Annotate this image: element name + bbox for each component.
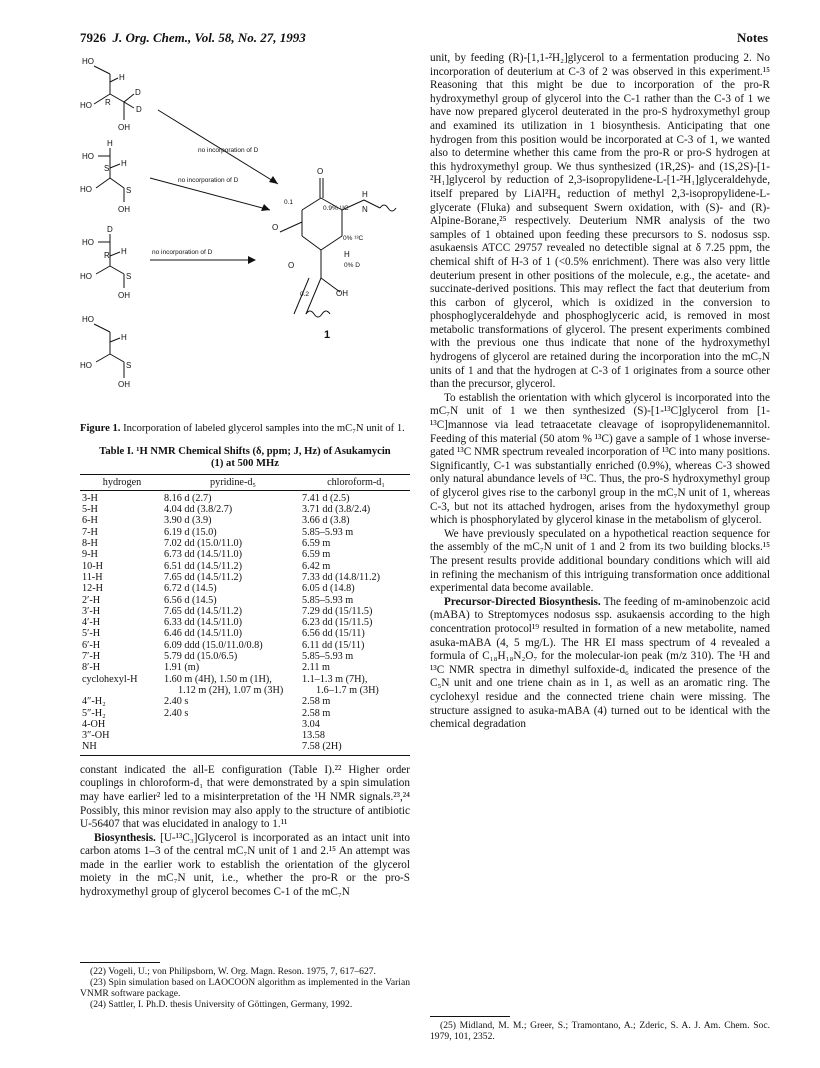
product-label-val-02: 0.2 bbox=[300, 291, 310, 298]
arrow-label-2: no incorporation of D bbox=[178, 177, 239, 184]
glycerol-structure-2 bbox=[96, 148, 124, 202]
cell-hydrogen: 3″-OH bbox=[82, 730, 110, 742]
cell-chloroform: 2.58 m bbox=[302, 696, 331, 708]
fig-label-s-4: S bbox=[126, 361, 132, 370]
cell-pyridine bbox=[164, 741, 302, 755]
table-header-row bbox=[80, 474, 410, 490]
fig-label-ho-4b: HO bbox=[80, 361, 92, 370]
product-label-o-epoxide: O bbox=[288, 261, 295, 270]
right-paragraph-2: To establish the orientation with which glycerol is incorporated into the mC₇N unit of 1 we then synthesized (S)-[1-¹³C]glycerol from [1-¹³C]mannose via lead tetraacetate cleavage of isopropylidenemannitol. Feeding of this material (50 atom % ¹³C) gave a sample of 1 whose inverse-gated ¹³C NMR spectrum revealed incorporation of ¹³C into many positions. Significantly, C-1 was substantially enriched (0.9%), whereas C-3 showed only natural abundance levels of ¹³C. Thus, the pro-S hydroxymethyl group of glycerol gives rise to the carbonyl group in the mC₇N unit of 1, whereas C-3, but not its attached hydrogen, arises from the hydoxymethyl group which is phosphorylated by glycerol kinase in the metabolism of glycerol. bbox=[430, 391, 770, 527]
precursor-heading: Precursor-Directed Biosynthesis. bbox=[444, 595, 601, 608]
product-label-o-left: O bbox=[272, 223, 279, 232]
figure-1 bbox=[80, 52, 410, 417]
left-paragraph-1: constant indicated the all-E configuration (Table I).²² Higher order couplings in chloroform-d₁ that were demonstrated by a spin simulation may have earlier² led to a misinterpretation of the ¹H NMR signals.²³,²⁴ Possibly, this minor revision may also apply to the structure of antibiotic U-56407 that was elucidated in analogy to 1.¹¹ bbox=[80, 763, 410, 831]
product-label-h-3: H bbox=[344, 250, 350, 259]
table-row bbox=[80, 640, 410, 651]
figure-1-scheme bbox=[80, 52, 410, 417]
cell-chloroform: 1.1–1.3 m (7H), bbox=[302, 673, 368, 685]
cell-chloroform: 13.58 bbox=[302, 730, 325, 742]
product-label-o-top: O bbox=[317, 167, 324, 176]
footnote-22: (22) Vogeli, U.; von Philipsborn, W. Org. Magn. Reson. 1975, 7, 617–627. bbox=[90, 966, 376, 977]
product-label-val-01: 0.1 bbox=[284, 199, 294, 206]
cell-hydrogen: 4-OH bbox=[82, 718, 106, 730]
cell-pyridine: 7.65 dd (14.5/11.2) bbox=[164, 605, 243, 617]
cell-chloroform: 6.42 m bbox=[302, 560, 331, 572]
cell-pyridine: 6.56 d (14.5) bbox=[164, 594, 217, 606]
cell-pyridine: 6.33 dd (14.5/11.0) bbox=[164, 617, 243, 629]
table-row bbox=[80, 606, 410, 617]
cell-hydrogen: 6′-H bbox=[82, 639, 101, 651]
cell-hydrogen: 7-H bbox=[82, 526, 98, 538]
cell-chloroform: 3.04 bbox=[302, 718, 320, 730]
cell-hydrogen: 3-H bbox=[82, 492, 98, 504]
fig-label-ho-2b: HO bbox=[80, 185, 92, 194]
running-header bbox=[80, 30, 768, 48]
cell-pyridine: 1.60 m (4H), 1.50 m (1H), bbox=[164, 673, 272, 685]
table-row bbox=[80, 741, 410, 755]
section-label: Notes bbox=[736, 30, 768, 45]
cell-chloroform: 6.05 d (14.8) bbox=[302, 583, 355, 595]
cell-chloroform: 3.66 d (3.8) bbox=[302, 515, 350, 527]
table-header-chloroform: chloroform-d₁ bbox=[302, 474, 410, 490]
fig-label-h-1: H bbox=[119, 73, 125, 82]
figure-1-caption-label: Figure 1. bbox=[80, 423, 121, 434]
cell-chloroform: 6.59 m bbox=[302, 538, 331, 550]
cell-chloroform: 6.23 dd (15/11.5) bbox=[302, 617, 373, 629]
table-row bbox=[80, 651, 410, 662]
table-row bbox=[80, 527, 410, 538]
cell-chloroform: 5.85–5.93 m bbox=[302, 526, 354, 538]
fig-label-r-1: R bbox=[105, 98, 111, 107]
table-row bbox=[80, 583, 410, 594]
cell-pyridine: 6.73 dd (14.5/11.0) bbox=[164, 549, 243, 561]
cell-hydrogen: 4″-H₂ bbox=[82, 696, 106, 708]
cell-chloroform: 5.85–5.93 m bbox=[302, 651, 354, 663]
right-paragraph-4-body: The feeding of m-aminobenzoic acid (mABA) to Streptomyces nodosus ssp. asukaensis according to the high concentration protocol¹⁹ resulted in formation of a new metabolite, named asuka-mABA (4, 5 mg/L). The HR EI mass spectrum of 4 revealed a formula of C₁₈H₁₈N₂O₇ for the molecular-ion peak (m/z 310). The ¹H and ¹³C NMR spectra in dimethyl sulfoxide-d₆ indicated the presence of the C₅N unit and one triene chain as in 1, as well as an aromatic ring. The cyclohexyl residue and the connected triene chain were missing. The structure assigned to asuka-mABA (4) turned out to be identical with the chemical degradation bbox=[430, 595, 770, 731]
table-row bbox=[80, 549, 410, 560]
table-row bbox=[80, 515, 410, 526]
left-paragraph-2 bbox=[80, 832, 410, 900]
cell-hydrogen: 8-H bbox=[82, 538, 98, 550]
fig-label-ho-2: HO bbox=[82, 152, 94, 161]
left-column bbox=[80, 52, 410, 900]
cell-chloroform: 7.41 d (2.5) bbox=[302, 492, 350, 504]
fig-label-ho-3b: HO bbox=[80, 272, 92, 281]
product-label-c13-a: 0.9% ¹³C bbox=[323, 205, 349, 212]
glycerol-structure-1 bbox=[94, 66, 134, 120]
cell-pyridine: 7.02 dd (15.0/11.0) bbox=[164, 538, 243, 550]
right-paragraph-4 bbox=[430, 596, 770, 732]
fig-label-h-2a: H bbox=[107, 139, 113, 148]
cell-hydrogen: 5′-H bbox=[82, 628, 101, 640]
table-row bbox=[80, 561, 410, 572]
cell-chloroform: 7.33 dd (14.8/11.2) bbox=[302, 571, 381, 583]
table-row bbox=[80, 708, 410, 719]
table-row bbox=[80, 628, 410, 639]
cell-hydrogen: cyclohexyl-H bbox=[82, 673, 138, 685]
fig-label-ho-1b: HO bbox=[80, 101, 92, 110]
cell-chloroform: 5.85–5.93 m bbox=[302, 594, 354, 606]
cell-hydrogen: NH bbox=[80, 741, 164, 755]
fig-label-d-1a: D bbox=[135, 88, 141, 97]
table-row bbox=[80, 538, 410, 549]
cell-chloroform: 6.56 dd (15/11) bbox=[302, 628, 365, 640]
cell-hydrogen: 9-H bbox=[82, 549, 98, 561]
footnotes-left bbox=[80, 962, 410, 1010]
table-row bbox=[80, 617, 410, 628]
cell-chloroform: 6.11 dd (15/11) bbox=[302, 639, 365, 651]
fig-label-oh-3: OH bbox=[118, 291, 130, 300]
table-row bbox=[80, 572, 410, 583]
arrow-label-1: no incorporation of D bbox=[198, 147, 259, 154]
cell-pyridine: 8.16 d (2.7) bbox=[164, 492, 212, 504]
fig-label-r-3: R bbox=[104, 251, 110, 260]
cell-pyridine: 6.19 d (15.0) bbox=[164, 526, 217, 538]
cell-pyridine: 1.91 (m) bbox=[164, 662, 200, 674]
fig-label-h-3: H bbox=[121, 247, 127, 256]
fig-label-d-3: D bbox=[107, 225, 113, 234]
product-label-c13-b: 0% ¹³C bbox=[343, 235, 364, 242]
cell-pyridine: 3.90 d (3.9) bbox=[164, 515, 212, 527]
cell-hydrogen: 4′-H bbox=[82, 617, 101, 629]
cell-chloroform: 7.29 dd (15/11.5) bbox=[302, 605, 373, 617]
table-1-title: Table I. ¹H NMR Chemical Shifts (δ, ppm; J, Hz) of Asukamycin (1) at 500 MHz bbox=[99, 445, 391, 469]
cell-chloroform: 3.71 dd (3.8/2.4) bbox=[302, 504, 371, 516]
fig-label-h-2b: H bbox=[121, 159, 127, 168]
fig-label-h-4: H bbox=[121, 333, 127, 342]
cell-chloroform: 7.58 (2H) bbox=[302, 741, 410, 755]
fig-label-s-2b: S bbox=[126, 186, 132, 195]
footnote-rule-left bbox=[80, 962, 160, 963]
footnotes-right bbox=[430, 1016, 770, 1042]
cell-hydrogen: 5″-H₂ bbox=[82, 707, 106, 719]
right-paragraph-1: unit, by feeding (R)-[1,1-²H₂]glycerol to a fermentation producing 2. No incorporation of deuterium at C-3 of 2 was observed in this experiment.¹⁵ Reasoning that this might be due to incorporation of the pro-R hydroxymethyl group of glycerol into the C-1 rather than the C-3 of 1 we have now prepared glycerol deuterated in the pro-S hydroxymethyl group and examined its utilization in 1 biosynthesis. Anticipating that one hydrogen from this position would be incorporated at C-3 of 1, we wanted also to determine whether this came from the pro-R or pro-S hydrogen at this hydroxymethyl group. We thus synthesized (1R,2S)- and (1S,2S)-[1-²H₁]glycerol by reduction of 2,3-isopropylidene-L-[1-²H₁]glyceraldehyde, itself prepared by LiAl²H₄ reduction of methyl 2,3-isopropylidene-L-glycerate (Fluka) and subsequent Swern oxidation, with (S)- and (R)-Alpine-Borane,²⁵ respectively. Deuterium NMR analysis of the two samples of 1 obtained upon feeding these precursors to S. nodosus ssp. asukaensis ATCC 29757 revealed no detectible signal at δ 7.25 ppm, the chemical shift of H-3 of 1 (<0.5% enrichment). There was also very little deuterium present in other positions of the molecule, e.g., the acetate- and succinate-derived positions. This may reflect the fact that deuterium from this carbon of glycerol, which is oxidized in the conversion to phosphoglyceraldehyde and phosphoglyceric acid, is removed in most metabolic transformations of glycerol. The present experiments combined with the previous one thus indicate that none of the hydroxymethyl hydrogens of glycerol are retained during the incorporation into the mC₇N units of 1 and that the hydrogen at C-3 of 1 originates from a source other than the precursor, glycerol. bbox=[430, 52, 770, 391]
glycerol-structure-3 bbox=[96, 234, 124, 288]
fig-label-oh-1: OH bbox=[118, 123, 130, 132]
product-label-n: N bbox=[362, 205, 368, 214]
cell-pyridine bbox=[164, 730, 302, 741]
cell-pyridine: 6.46 dd (14.5/11.0) bbox=[164, 628, 243, 640]
cell-pyridine: 6.51 dd (14.5/11.2) bbox=[164, 560, 243, 572]
cell-hydrogen: 10-H bbox=[82, 560, 103, 572]
cell-pyridine: 4.04 dd (3.8/2.7) bbox=[164, 504, 233, 516]
figure-1-caption bbox=[80, 423, 410, 436]
fig-label-ho-3: HO bbox=[82, 238, 94, 247]
biosynthesis-heading: Biosynthesis. bbox=[94, 831, 156, 844]
fig-label-oh-2: OH bbox=[118, 205, 130, 214]
table-row bbox=[80, 685, 410, 696]
table-row bbox=[80, 490, 410, 504]
page-number: 7926 bbox=[80, 30, 106, 45]
product-label-h-n: H bbox=[362, 190, 368, 199]
left-paragraph-2-body: [U-¹³C₃]Glycerol is incorporated as an intact unit into carbon atoms 1–3 of the central mC₇N unit of 1 and 2.¹⁵ An attempt was made in the earlier work to establish the orientation of the glycerol moiety in the mC₇N unit, i.e., whether the pro-R or the pro-S hydroxymethyl group of glycerol becomes C-1 of the mC₇N bbox=[80, 831, 410, 899]
table-header-hydrogen: hydrogen bbox=[80, 474, 164, 490]
table-row bbox=[80, 595, 410, 606]
fig-label-s-2a: S bbox=[104, 164, 110, 173]
glycerol-structure-4 bbox=[94, 324, 124, 378]
table-row bbox=[80, 504, 410, 515]
fig-label-ho-4: HO bbox=[82, 315, 94, 324]
cell-pyridine: 2.40 s bbox=[164, 707, 189, 719]
cell-chloroform: 1.6–1.7 m (3H) bbox=[316, 684, 379, 696]
cell-hydrogen: 12-H bbox=[82, 583, 103, 595]
cell-hydrogen bbox=[80, 685, 164, 696]
right-column bbox=[430, 52, 770, 732]
table-row bbox=[80, 696, 410, 707]
cell-hydrogen: 3′-H bbox=[82, 605, 101, 617]
table-1 bbox=[80, 474, 410, 756]
cell-hydrogen: 11-H bbox=[82, 571, 103, 583]
cell-chloroform: 2.58 m bbox=[302, 707, 331, 719]
table-1-body bbox=[80, 490, 410, 755]
right-paragraph-3: We have previously speculated on a hypothetical reaction sequence for the assembly of the mC₇N unit of 1 and 2 from its two building blocks.¹⁵ The present results provide additional boundary conditions which will aid in refining the mechanism of this intriguing transformation once additional experimental data become available. bbox=[430, 527, 770, 595]
cell-hydrogen: 5-H bbox=[82, 504, 98, 516]
cell-pyridine bbox=[164, 719, 302, 730]
journal-citation: J. Org. Chem., Vol. 58, No. 27, 1993 bbox=[112, 30, 306, 45]
product-label-oh: OH bbox=[336, 289, 348, 298]
footnote-23: (23) Spin simulation based on LAOCOON algorithm as implemented in the Varian VNMR software package. bbox=[80, 977, 410, 999]
cell-chloroform: 2.11 m bbox=[302, 662, 330, 674]
cell-hydrogen: 8′-H bbox=[82, 662, 101, 674]
arrow-label-3: no incorporation of D bbox=[152, 249, 213, 256]
fig-label-s-3: S bbox=[126, 272, 132, 281]
header-left bbox=[80, 30, 306, 46]
compound-number-label: 1 bbox=[324, 329, 331, 341]
cell-pyridine: 7.65 dd (14.5/11.2) bbox=[164, 571, 243, 583]
footnote-rule-right bbox=[430, 1016, 510, 1017]
product-label-d-pct: 0% D bbox=[344, 262, 360, 269]
left-body-text bbox=[80, 764, 410, 900]
cell-pyridine: 2.40 s bbox=[164, 696, 189, 708]
arrow-3 bbox=[150, 256, 256, 264]
cell-chloroform: 6.59 m bbox=[302, 549, 331, 561]
footnote-24: (24) Sattler, I. Ph.D. thesis University of Göttingen, Germany, 1992. bbox=[90, 999, 353, 1010]
table-row bbox=[80, 674, 410, 685]
table-row bbox=[80, 730, 410, 741]
cell-pyridine: 6.09 ddd (15.0/11.0/0.8) bbox=[164, 639, 263, 651]
cell-pyridine: 5.79 dd (15.0/6.5) bbox=[164, 651, 238, 663]
table-row bbox=[80, 719, 410, 730]
figure-1-caption-text: Incorporation of labeled glycerol samples into the mC₇N unit of 1. bbox=[120, 423, 405, 434]
cell-pyridine: 6.72 d (14.5) bbox=[164, 583, 217, 595]
fig-label-ho-1: HO bbox=[82, 57, 94, 66]
fig-label-d-1b: D bbox=[136, 105, 142, 114]
cell-hydrogen: 2′-H bbox=[82, 594, 101, 606]
cell-hydrogen: 7′-H bbox=[82, 651, 101, 663]
table-row bbox=[80, 662, 410, 673]
cell-pyridine: 1.12 m (2H), 1.07 m (3H) bbox=[178, 684, 284, 696]
footnote-25: (25) Midland, M. M.; Greer, S.; Tramontano, A.; Zderic, S. A. J. Am. Chem. Soc. 1979, 101, 2352. bbox=[430, 1020, 770, 1042]
cell-hydrogen: 6-H bbox=[82, 515, 98, 527]
table-header-pyridine: pyridine-d₅ bbox=[164, 474, 302, 490]
fig-label-oh-4: OH bbox=[118, 380, 130, 389]
